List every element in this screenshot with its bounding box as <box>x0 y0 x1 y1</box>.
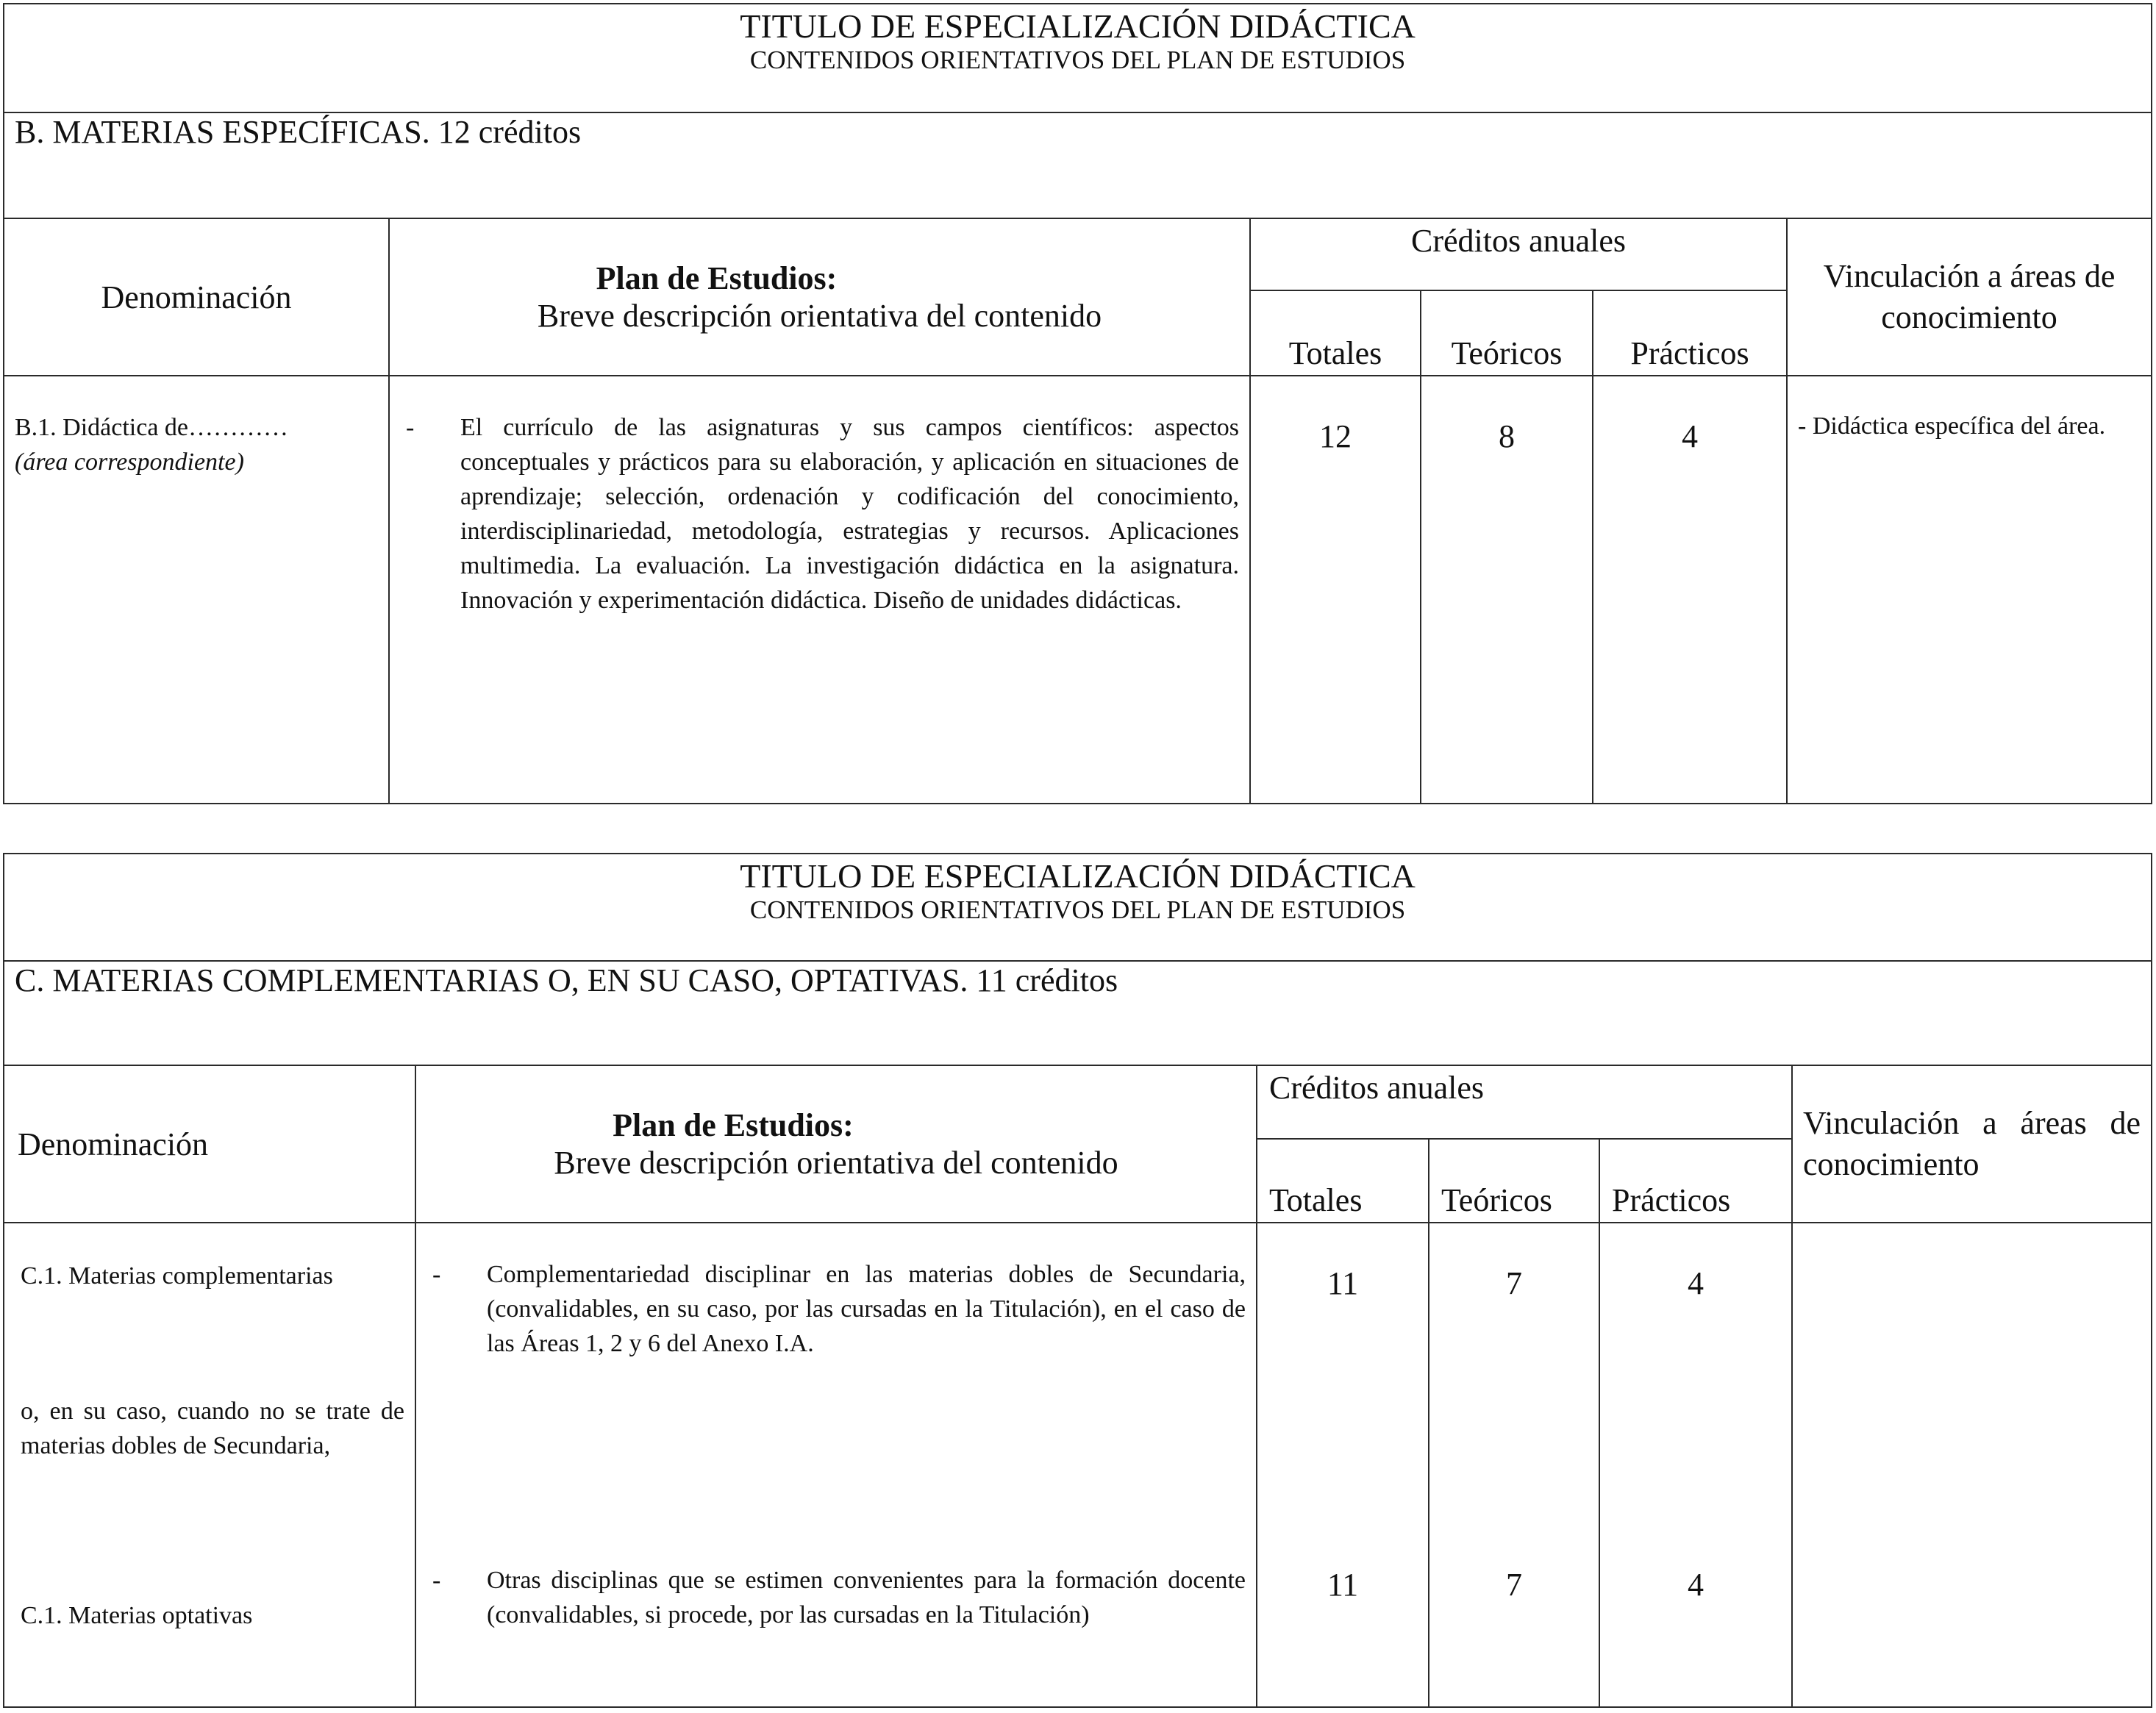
row-denominacion-note: (área correspondiente) <box>15 448 244 476</box>
row-denominacion-complementarias: C.1. Materias complementarias <box>21 1262 333 1290</box>
row-dash: - <box>432 1261 441 1288</box>
plan-table-b <box>3 3 2152 804</box>
header-teoricos: Teóricos <box>1421 290 1593 376</box>
row-vinculacion: - Didáctica específica del área. <box>1787 376 2152 804</box>
table-materias-especificas <box>3 3 2151 804</box>
row-descripcion <box>389 376 1250 804</box>
row-denominacion <box>4 376 389 804</box>
section-heading: C. MATERIAS COMPLEMENTARIAS O, EN SU CASO, OPTATIVAS. 11 créditos <box>4 961 2152 1065</box>
row-dash: - <box>432 1567 441 1594</box>
header-totales: Totales <box>1257 1139 1429 1223</box>
header-plan-bold: Plan de Estudios: <box>596 260 838 296</box>
table-row <box>4 376 2152 804</box>
row-denominacion-alternativa: o, en su caso, cuando no se trate de materias dobles de Secundaria, <box>21 1398 404 1459</box>
row-denominacion-title: B.1. Didáctica de………… <box>15 414 289 441</box>
row-denominacion <box>4 1223 415 1707</box>
document-title: TITULO DE ESPECIALIZACIÓN DIDÁCTICA <box>740 857 1416 895</box>
plan-table-c <box>3 853 2152 1708</box>
table-row <box>4 1223 2152 1707</box>
header-vinculacion: Vinculación a áreas de conocimiento <box>1792 1065 2152 1223</box>
row-descripcion-optativas: Otras disciplinas que se estimen convenientes para la formación docente (convalidables, si procede, por las cursadas en la Titulación) <box>487 1567 1246 1628</box>
document-subtitle: CONTENIDOS ORIENTATIVOS DEL PLAN DE ESTUDIOS <box>749 46 1406 74</box>
row-teoricos: 8 <box>1421 376 1593 804</box>
row-totales <box>1257 1223 1429 1707</box>
row-descripcion <box>415 1223 1257 1707</box>
table-materias-complementarias <box>3 853 2151 1708</box>
row-teoricos-complementarias: 7 <box>1506 1265 1522 1301</box>
document-title-cell <box>4 854 2152 961</box>
row-descripcion-text: El currículo de las asignaturas y sus campos científicos: aspectos conceptuales y prácticos para su elaboración, y aplicación en situaciones de aprendizaje; selección, ordenación y codificación del conocimiento, interdisciplinariedad, metodología, estrategias y recursos. Aplicaciones multimedia. La evaluación. La investigación didáctica en la asignatura. Innovación y experimentación didáctica. Diseño de unidades didácticas. <box>460 414 1239 614</box>
row-descripcion-complementarias: Complementariedad disciplinar en las materias dobles de Secundaria, (convalidables, en su caso, por las cursadas en la Titulación), en el caso de las Áreas 1, 2 y 6 del Anexo I.A. <box>487 1261 1246 1357</box>
header-teoricos: Teóricos <box>1429 1139 1599 1223</box>
header-plan-bold: Plan de Estudios: <box>613 1107 854 1143</box>
section-heading: B. MATERIAS ESPECÍFICAS. 12 créditos <box>4 112 2152 218</box>
row-totales: 12 <box>1250 376 1421 804</box>
header-plan-desc: Breve descripción orientativa del contenido <box>537 298 1102 334</box>
header-practicos: Prácticos <box>1599 1139 1792 1223</box>
document-title-cell <box>4 4 2152 112</box>
header-practicos: Prácticos <box>1593 290 1787 376</box>
header-totales: Totales <box>1250 290 1421 376</box>
row-denominacion-optativas: C.1. Materias optativas <box>21 1602 253 1629</box>
header-plan-estudios <box>415 1065 1257 1223</box>
row-teoricos <box>1429 1223 1599 1707</box>
document-subtitle: CONTENIDOS ORIENTATIVOS DEL PLAN DE ESTUDIOS <box>749 895 1406 924</box>
row-vinculacion <box>1792 1223 2152 1707</box>
header-denominacion: Denominación <box>4 218 389 376</box>
row-teoricos-optativas: 7 <box>1506 1567 1522 1603</box>
header-vinculacion: Vinculación a áreas de conocimiento <box>1787 218 2152 376</box>
row-practicos-complementarias: 4 <box>1688 1265 1704 1301</box>
header-plan-desc: Breve descripción orientativa del contenido <box>554 1145 1118 1181</box>
row-totales-complementarias: 11 <box>1327 1265 1359 1301</box>
row-practicos <box>1599 1223 1792 1707</box>
row-dash: - <box>406 414 415 441</box>
header-plan-estudios <box>389 218 1250 376</box>
header-creditos-anuales: Créditos anuales <box>1257 1065 1792 1139</box>
row-practicos-optativas: 4 <box>1688 1567 1704 1603</box>
header-denominacion: Denominación <box>4 1065 415 1223</box>
row-totales-optativas: 11 <box>1327 1567 1359 1603</box>
header-creditos-anuales: Créditos anuales <box>1250 218 1787 290</box>
row-practicos: 4 <box>1593 376 1787 804</box>
document-title: TITULO DE ESPECIALIZACIÓN DIDÁCTICA <box>740 7 1416 45</box>
